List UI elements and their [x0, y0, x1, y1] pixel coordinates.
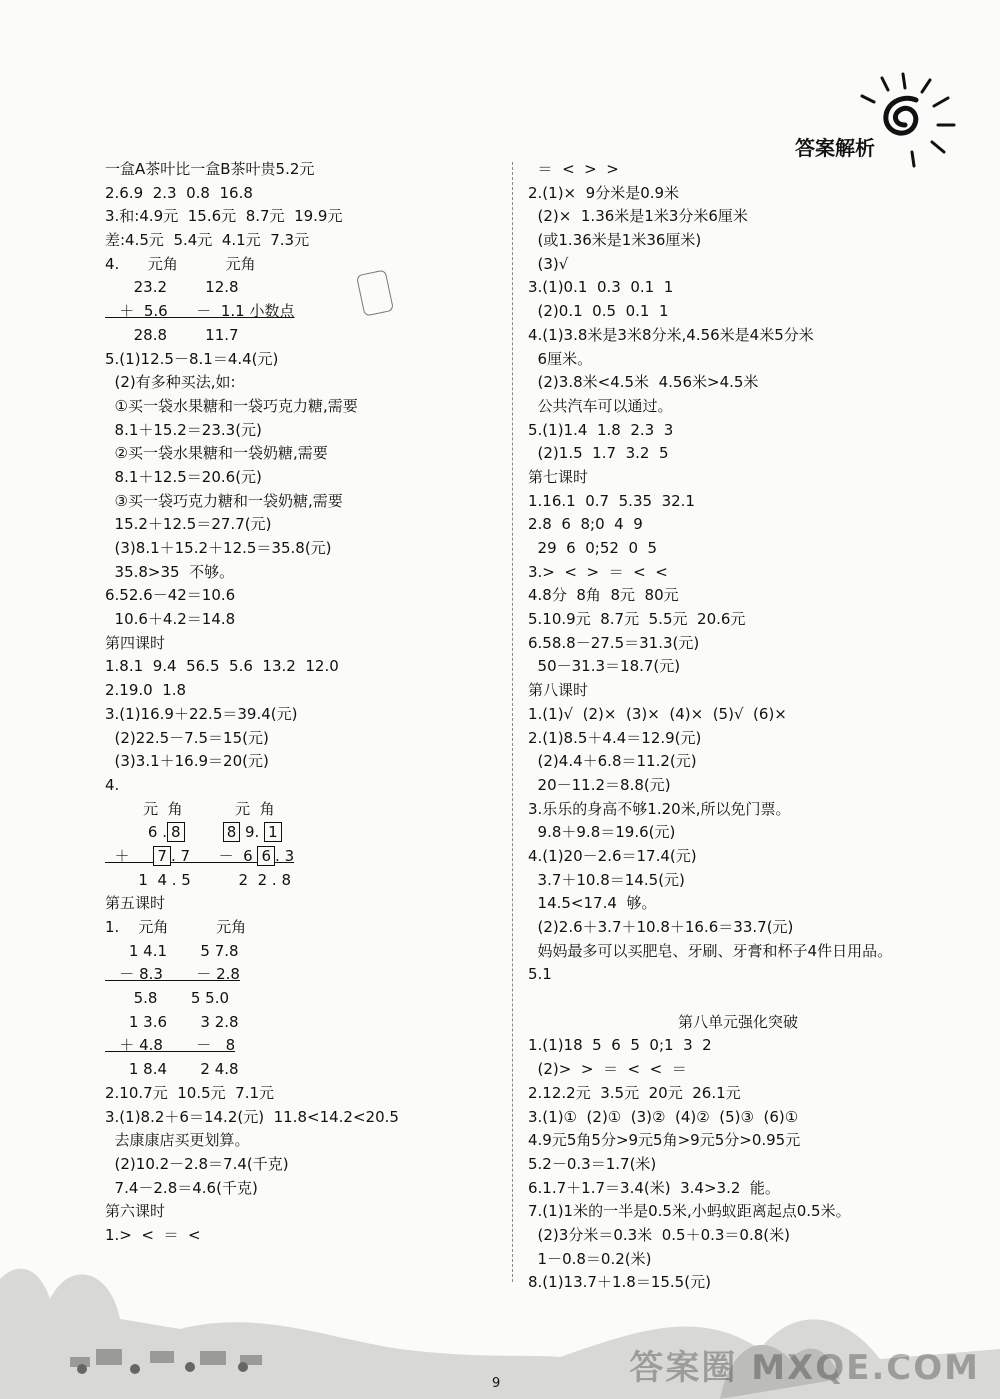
left-column	[105, 158, 505, 1248]
answer-line: 8.(1)13.7＋1.8＝15.5(元)	[528, 1273, 711, 1292]
answer-line: 7.4－2.8＝4.6(千克)	[105, 1178, 258, 1197]
answer-line: ③买一袋巧克力糖和一袋奶糖,需要	[105, 491, 343, 510]
answer-line: 4.9元5角5分>9元5角>9元5分>0.95元	[528, 1131, 801, 1150]
answer-line: ＋ 4.8 － 8	[105, 1036, 236, 1055]
answer-line: ＋ 5.6 － 1.1 小数点	[105, 302, 295, 321]
answer-line: 2.6.9 2.3 0.8 16.8	[105, 183, 253, 202]
answer-line: ①买一袋水果糖和一袋巧克力糖,需要	[105, 396, 358, 415]
answer-line: 5.(1)12.5－8.1＝4.4(元)	[105, 349, 279, 368]
section-heading: 第六课时	[105, 1202, 166, 1221]
answer-line: 差:4.5元 5.4元 4.1元 7.3元	[105, 231, 310, 250]
answer-line: 妈妈最多可以买肥皂、牙刷、牙膏和杯子4件日用品。	[528, 941, 893, 960]
answer-line: 3.(1)0.1 0.3 0.1 1	[528, 278, 674, 297]
answer-line: 50－31.3＝18.7(元)	[528, 657, 681, 676]
answer-line: 28.8 11.7	[105, 325, 239, 344]
q4-line-3: 1 4 . 5 2 2 . 8	[105, 870, 291, 889]
answer-box: 1	[264, 822, 282, 842]
answer-line: 2.8 6 8;0 4 9	[528, 515, 643, 534]
column-divider	[512, 162, 513, 1282]
answer-line: 29 6 0;52 0 5	[528, 539, 658, 557]
answer-line: 1 3.6 3 2.8	[105, 1012, 239, 1031]
header-title: 答案解析	[795, 136, 875, 160]
answer-line: 6厘米。	[528, 349, 593, 368]
answer-line: 1 8.4 2 4.8	[105, 1060, 239, 1079]
answer-line: (2)有多种买法,如:	[105, 373, 236, 392]
answer-line: 1.(1)18 5 6 5 0;1 3 2	[528, 1036, 712, 1055]
answer-line: (2)4.4＋6.8＝11.2(元)	[528, 752, 697, 771]
answer-line: 5.(1)1.4 1.8 2.3 3	[528, 420, 674, 439]
answer-line: 公共汽车可以通过。	[528, 396, 673, 415]
answer-line: (2)× 1.36米是1米3分米6厘米	[528, 207, 748, 226]
right-column	[528, 158, 948, 1295]
watermark-logo: 答案圈 MXQE.COM	[629, 1348, 980, 1388]
answer-line: 1.(1)√ (2)× (3)× (4)× (5)√ (6)×	[528, 704, 787, 723]
answer-line: 1.> < ＝ <	[105, 1225, 201, 1244]
answer-line: 15.2＋12.5＝27.7(元)	[105, 515, 272, 534]
answer-line: 3.(1)8.2＋6＝14.2(元) 11.8<14.2<20.5	[105, 1107, 399, 1126]
answer-line: 1.16.1 0.7 5.35 32.1	[528, 491, 695, 510]
answer-line: 1 4.1 5 7.8	[105, 941, 239, 960]
answer-line: 3.7＋10.8＝14.5(元)	[528, 870, 685, 889]
answer-line: (2)> > ＝ < < ＝	[528, 1060, 687, 1079]
section-heading: 第四课时	[105, 633, 166, 652]
answer-line: 5.1	[528, 965, 552, 984]
answer-line: 6.58.8－27.5＝31.3(元)	[528, 633, 700, 652]
answer-line: 8.1＋15.2＝23.3(元)	[105, 420, 262, 439]
answer-line: ②买一袋水果糖和一袋奶糖,需要	[105, 444, 328, 463]
spacer	[528, 987, 948, 1011]
answer-line: 1.8.1 9.4 56.5 5.6 13.2 12.0	[105, 657, 339, 676]
answer-line: 4.8分 8角 8元 80元	[528, 586, 679, 605]
q4-header: 元 角 元 角	[105, 799, 275, 818]
answer-line: (2)3分米＝0.3米 0.5＋0.3＝0.8(米)	[528, 1225, 790, 1244]
answer-line: 8.1＋12.5＝20.6(元)	[105, 467, 262, 486]
answer-line: (3)3.1＋16.9＝20(元)	[105, 752, 269, 771]
page-header	[740, 70, 960, 160]
answer-box: 6	[257, 846, 275, 866]
answer-line: (3)√	[528, 254, 569, 273]
answer-line: (2)1.5 1.7 3.2 5	[528, 444, 669, 463]
answer-line: 2.10.7元 10.5元 7.1元	[105, 1083, 275, 1102]
answer-line: 2.(1)× 9分米是0.9米	[528, 183, 680, 202]
answer-line: (2)3.8米<4.5米 4.56米>4.5米	[528, 373, 759, 392]
answer-line: 5.2－0.3＝1.7(米)	[528, 1154, 657, 1173]
answer-line: 3.乐乐的身高不够1.20米,所以免门票。	[528, 799, 791, 818]
question-4-label: 4.	[105, 775, 120, 794]
answer-box: 8	[167, 822, 185, 842]
answer-line: 23.2 12.8	[105, 278, 239, 297]
answer-line: 去康康店买更划算。	[105, 1131, 250, 1150]
answer-line: 3.(1)16.9＋22.5＝39.4(元)	[105, 704, 298, 723]
answer-line: 10.6＋4.2＝14.8	[105, 610, 236, 629]
answer-line: 1－0.8＝0.2(米)	[528, 1249, 652, 1268]
section-heading: 第七课时	[528, 467, 589, 486]
answer-line: 4.(1)20－2.6＝17.4(元)	[528, 846, 697, 865]
answer-line: 1. 元角 元角	[105, 918, 247, 936]
answer-line: 一盒A茶叶比一盒B茶叶贵5.2元	[105, 160, 315, 178]
answer-line: 14.5<17.4 够。	[528, 894, 657, 913]
answer-line: 9.8＋9.8＝19.6(元)	[528, 823, 676, 842]
answer-line: 2.(1)8.5＋4.4＝12.9(元)	[528, 728, 702, 747]
answer-line: 3.> < > ＝ < <	[528, 562, 668, 581]
answer-line: 2.19.0 1.8	[105, 681, 187, 700]
section-title: 第八单元强化突破	[677, 1012, 798, 1031]
answer-line: 35.8>35 不够。	[105, 562, 235, 581]
answer-line: 3.和:4.9元 15.6元 8.7元 19.9元	[105, 207, 343, 226]
answer-line: (2)22.5－7.5＝15(元)	[105, 728, 269, 747]
answer-line: 3.(1)① (2)① (3)② (4)② (5)③ (6)①	[528, 1107, 799, 1126]
answer-line: 4.(1)3.8米是3米8分米,4.56米是4米5分米	[528, 325, 814, 344]
answer-line: 6.52.6－42＝10.6	[105, 586, 236, 605]
page-number: 9	[492, 1376, 501, 1391]
answer-line: ＝ < > >	[528, 160, 619, 178]
q4-line-2: ＋ 7 . 7 － 6 6 . 3	[105, 846, 295, 865]
answer-box: 8	[223, 822, 241, 842]
answer-line: 7.(1)1米的一半是0.5米,小蚂蚁距离起点0.5米。	[528, 1202, 851, 1221]
answer-line: (2)0.1 0.5 0.1 1	[528, 302, 669, 321]
answer-line: 4. 元角 元角	[105, 254, 256, 273]
section-heading: 第五课时	[105, 894, 166, 913]
answer-line: (或1.36米是1米36厘米)	[528, 231, 702, 250]
section-heading: 第八课时	[528, 681, 589, 700]
answer-line: 2.12.2元 3.5元 20元 26.1元	[528, 1083, 741, 1102]
answer-line: 6.1.7＋1.7＝3.4(米) 3.4>3.2 能。	[528, 1178, 780, 1197]
answer-line: 20－11.2＝8.8(元)	[528, 775, 671, 794]
answer-line: － 8.3 － 2.8	[105, 965, 240, 984]
q4-line-1: 6 . 8 8 9. 1	[105, 821, 505, 845]
answer-line: (2)10.2－2.8＝7.4(千克)	[105, 1154, 289, 1173]
answer-line: (2)2.6＋3.7＋10.8＋16.6＝33.7(元)	[528, 918, 794, 936]
answer-box: 7	[153, 846, 171, 866]
answer-line: (3)8.1＋15.2＋12.5＝35.8(元)	[105, 539, 332, 557]
answer-line: 5.8 5 5.0	[105, 989, 230, 1008]
answer-line: 5.10.9元 8.7元 5.5元 20.6元	[528, 610, 746, 629]
